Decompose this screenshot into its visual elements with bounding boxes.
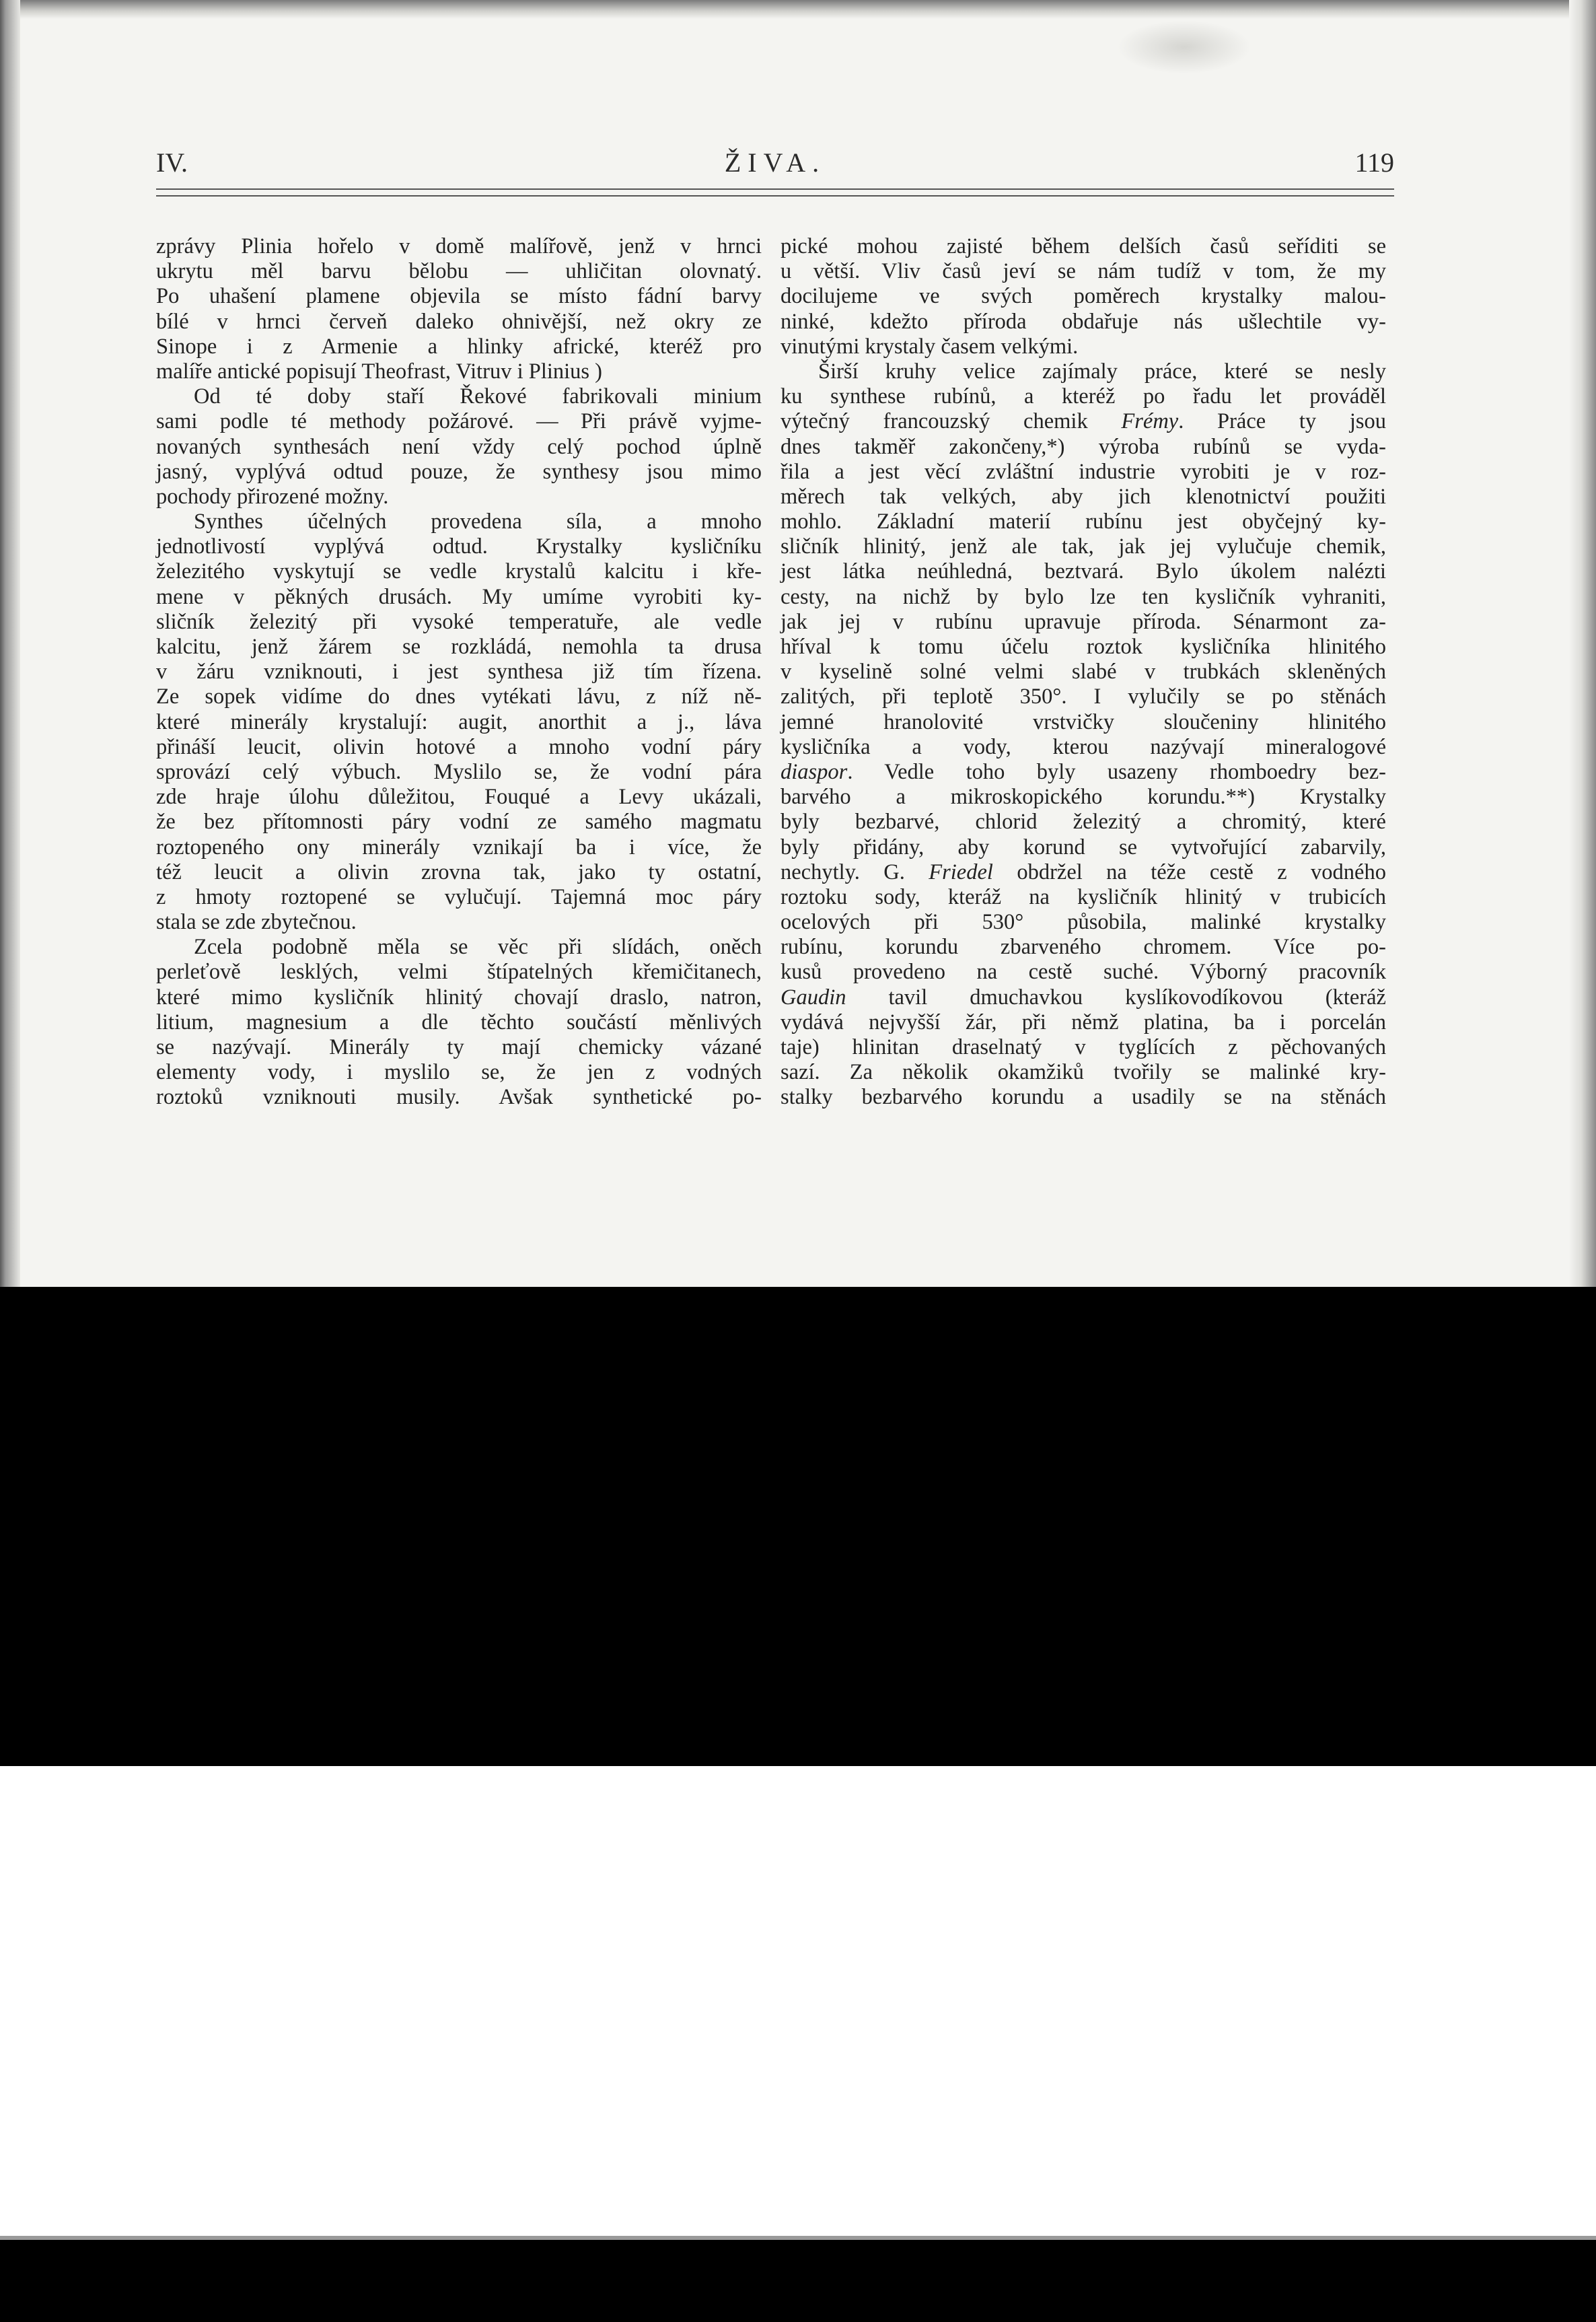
- page-number: 119: [1354, 147, 1394, 178]
- text-line: Po uhašení plamene objevila se místo fádní barvy: [156, 284, 762, 309]
- text-line: železitého vyskytují se vedle krystalů kalcitu i kře-: [156, 559, 762, 584]
- text-line: pické mohou zajisté během delších časů seříditi se: [781, 234, 1386, 258]
- text-line: Synthes účelných provedena síla, a mnoho: [194, 509, 762, 534]
- text-line: stalky bezbarvého korundu a usadily se na stěnách: [781, 1085, 1386, 1110]
- text-line: stala se zde zbytečnou.: [156, 910, 357, 935]
- text-line: barvého a mikroskopického korundu.**) Krystalky: [781, 785, 1386, 810]
- text-line: perleťově lesklých, velmi štípatelných křemičitanech,: [156, 960, 762, 985]
- text-line: sličník hlinitý, jenž ale tak, jak jej vylučuje chemik,: [781, 534, 1386, 559]
- text-line: roztoku sody, kteráž na kysličník hlinitý v trubicích: [781, 884, 1386, 909]
- page-top-edge: [0, 0, 1596, 19]
- text-line: kysličníka a vody, kterou nazývají mineralogové: [781, 734, 1386, 759]
- header-rule: [156, 188, 1394, 197]
- page-binding-edge: [0, 0, 20, 1287]
- journal-title: ŽIVA.: [724, 147, 826, 178]
- text-line: Zcela podobně měla se věc při slídách, oněch: [194, 935, 762, 960]
- text-line: ku synthese rubínů, a kteréž po řadu let prováděl: [781, 384, 1386, 409]
- text-line: litium, magnesium a dle těchto součástí měnlivých: [156, 1010, 762, 1034]
- volume-number: IV.: [156, 147, 188, 178]
- text-line: ninké, kdežto příroda obdařuje nás ušlechtile vy-: [781, 309, 1386, 334]
- text-line: sami podle té methody požárové. — Při právě vyjme-: [156, 409, 762, 434]
- text-line: jak jej v rubínu upravuje příroda. Sénarmont za-: [781, 609, 1386, 634]
- text-line: přináší leucit, olivin hotové a mnoho vodní páry: [156, 734, 762, 759]
- text-line: v kyselině solné velmi slabé v trubkách skleněných: [781, 660, 1386, 684]
- text-line: Sinope i z Armenie a hlinky africké, kteréž pro: [156, 334, 762, 359]
- text-line: u větší. Vliv časů jeví se nám tudíž v tom, že my: [781, 259, 1386, 284]
- text-line: ukrytu měl barvu bělobu — uhličitan olovnatý.: [156, 259, 762, 284]
- text-line: v žáru vzniknouti, i jest synthesa již tím řízena.: [156, 660, 762, 684]
- text-line: výtečný francouzský chemik Frémy. Práce ty jsou: [781, 409, 1386, 434]
- text-line: měrech tak velkých, aby jich klenotnictví použiti: [781, 484, 1386, 509]
- text-line: mohlo. Základní materií rubínu jest obyčejný ky-: [781, 509, 1386, 534]
- text-line: vydává nejvyšší žár, při němž platina, ba i porcelán: [781, 1010, 1386, 1034]
- text-line: elementy vody, i myslilo se, že jen z vodných: [156, 1060, 762, 1085]
- text-line: docilujeme ve svých poměrech krystalky malou-: [781, 284, 1386, 309]
- text-line: Širší kruhy velice zajímaly práce, které se nesly: [818, 359, 1386, 384]
- bottom-black-band: [0, 2236, 1596, 2322]
- page-right-edge: [1569, 0, 1596, 1287]
- text-line: sličník železitý při vysoké temperatuře, ale vedle: [156, 609, 762, 634]
- text-line: roztoků vzniknouti musily. Avšak synthetické po-: [156, 1085, 762, 1110]
- text-line: nechytly. G. Friedel obdržel na téže cestě z vodného: [781, 859, 1386, 884]
- text-line: též leucit a olivin zrovna tak, jako ty ostatní,: [156, 859, 762, 884]
- text-line: taje) hlinitan draselnatý v tyglících z pěchovaných: [781, 1035, 1386, 1059]
- text-line: se nazývají. Minerály ty mají chemicky vázané: [156, 1035, 762, 1059]
- text-line: sazí. Za několik okamžiků tvořily se malinké kry-: [781, 1060, 1386, 1085]
- text-line: sprovází celý výbuch. Myslilo se, že vodní pára: [156, 759, 762, 784]
- italic-name: Frémy: [1121, 409, 1179, 434]
- text-line: jasný, vyplývá odtud pouze, že synthesy jsou mimo: [156, 459, 762, 484]
- text-line: byly bezbarvé, chlorid železitý a chromitý, které: [781, 810, 1386, 835]
- text-line: bílé v hrnci červeň daleko ohnivější, než okry ze: [156, 309, 762, 334]
- text-line: dnes takměř zakončeny,*) výroba rubínů se vyda-: [781, 434, 1386, 459]
- text-line: pochody přirozené možny.: [156, 484, 389, 509]
- running-header: [156, 147, 1394, 182]
- text-line: jest látka neúhledná, beztvará. Bylo úkolem nalézti: [781, 559, 1386, 584]
- text-line: Ze sopek vidíme do dnes vytékati lávu, z níž ně-: [156, 684, 762, 709]
- text-line: řila a jest věcí zvláštní industrie vyrobiti je v roz-: [781, 459, 1386, 484]
- text-line: roztopeného ony minerály vznikají ba i více, že: [156, 835, 762, 859]
- right-text-column: [781, 234, 1386, 1111]
- text-line: ocelových při 530° působila, malinké krystalky: [781, 910, 1386, 935]
- left-text-column: [156, 234, 762, 1111]
- text-line: z hmoty roztopené se vylučují. Tajemná moc páry: [156, 884, 762, 909]
- text-line: mene v pěkných drusách. My umíme vyrobiti ky-: [156, 584, 762, 609]
- text-line: novaných synthesách není vždy celý pochod úplně: [156, 434, 762, 459]
- text-line: zde hraje úlohu důležitou, Fouqué a Levy ukázali,: [156, 785, 762, 810]
- text-line: cesty, na nichž by bylo lze ten kysličník vyhraniti,: [781, 584, 1386, 609]
- italic-name: Friedel: [929, 859, 993, 884]
- text-line: jednotlivostí vyplývá odtud. Krystalky kysličníku: [156, 534, 762, 559]
- text-line: že bez přítomnosti páry vodní ze samého magmatu: [156, 810, 762, 835]
- text-line: zalitých, při teplotě 350°. I vylučily se po stěnách: [781, 684, 1386, 709]
- text-line: které mimo kysličník hlinitý chovají draslo, natron,: [156, 985, 762, 1010]
- text-line: Od té doby staří Řekové fabrikovali minium: [194, 384, 762, 409]
- scan-smudge: [1117, 20, 1252, 74]
- text-line: kusů provedeno na cestě suché. Výborný pracovník: [781, 960, 1386, 985]
- text-line: kalcitu, jenž žárem se rozkládá, nemohla ta drusa: [156, 635, 762, 659]
- text-line: diaspor. Vedle toho byly usazeny rhomboedry bez-: [781, 759, 1386, 784]
- text-line: které minerály krystalují: augit, anorthit a j., láva: [156, 709, 762, 734]
- text-line: Gaudin tavil dmuchavkou kyslíkovodíkovou (kteráž: [781, 985, 1386, 1010]
- text-line: zprávy Plinia hořelo v domě malířově, jenž v hrnci: [156, 234, 762, 258]
- italic-name: Gaudin: [781, 985, 846, 1010]
- italic-name: diaspor: [781, 759, 848, 784]
- text-line: byly přidány, aby korund se vytvořující zabarvily,: [781, 835, 1386, 859]
- text-line: jemné hranolovité vrstvičky sloučeniny hlinitého: [781, 709, 1386, 734]
- text-line: vinutými krystaly časem velkými.: [781, 334, 1079, 359]
- text-line: malíře antické popisují Theofrast, Vitruv i Plinius ): [156, 359, 602, 384]
- text-line: rubínu, korundu zbarveného chromem. Více po-: [781, 935, 1386, 960]
- text-line: hříval k tomu účelu roztok kysličníka hlinitého: [781, 635, 1386, 659]
- black-occlusion-band: [0, 1287, 1596, 1766]
